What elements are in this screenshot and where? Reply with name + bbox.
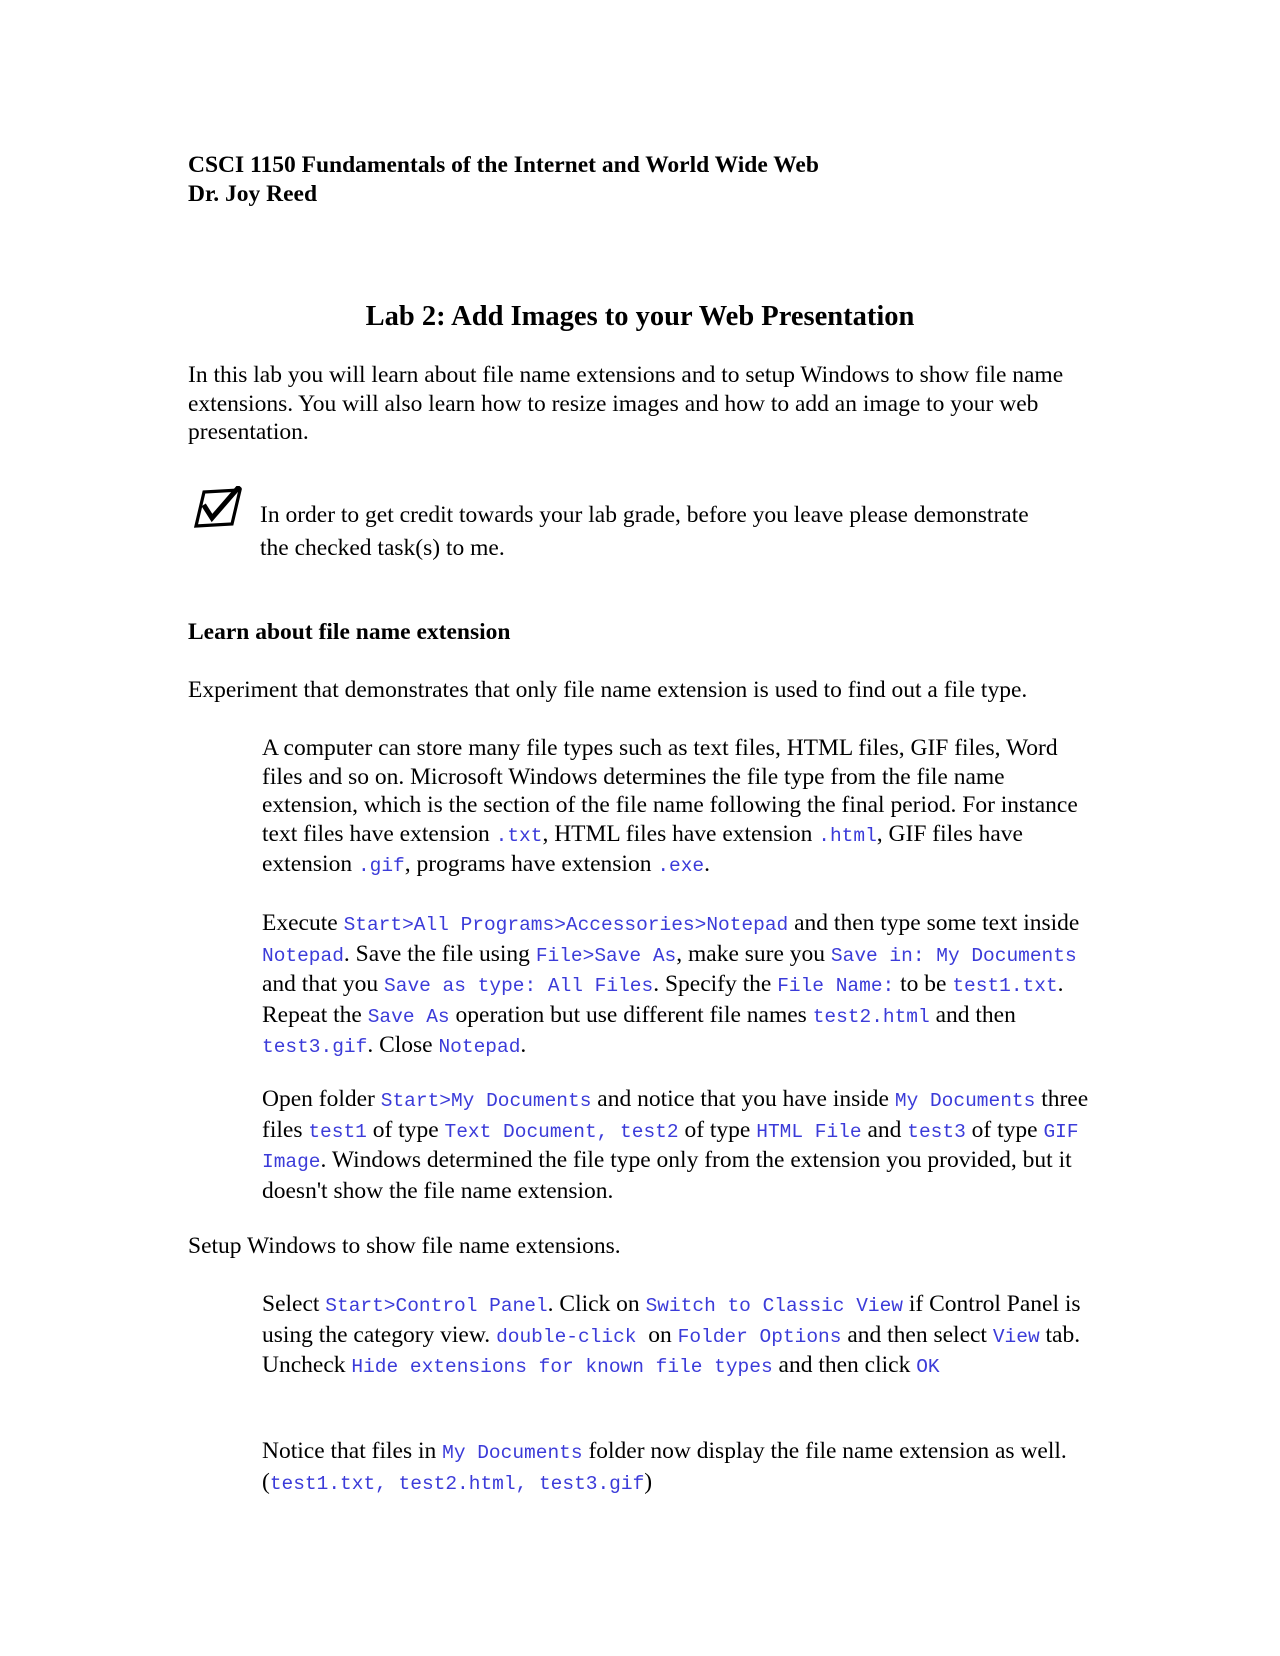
course-header xyxy=(188,151,819,209)
checkbox-icon xyxy=(192,486,242,528)
code-text: Start>All Programs>Accessories>Notepad xyxy=(343,914,789,936)
code-text: My Documents xyxy=(442,1442,583,1464)
code-text: Switch to Classic View xyxy=(645,1295,904,1317)
code-text: OK xyxy=(916,1356,940,1378)
code-text: Start>Control Panel xyxy=(325,1295,548,1317)
code-text: File>Save As xyxy=(535,944,677,967)
code-text: Start>My Documents xyxy=(380,1090,592,1112)
code-text: Save As xyxy=(367,1005,450,1028)
credit-note-line1: In order to get credit towards your lab grade, before you leave please demonstrate xyxy=(260,502,1029,528)
section2-lead: Setup Windows to show file name extensions. xyxy=(188,1233,621,1259)
code-text: test3 xyxy=(907,1120,966,1143)
instructor-name: Dr. Joy Reed xyxy=(188,181,318,207)
code-text: .exe xyxy=(657,855,705,877)
code-text: test1.txt, test2.html, test3.gif xyxy=(269,1472,645,1495)
control-panel-paragraph: Select Start>Control Panel. Click on Switch to Classic View if Control Panel is using the category view. double-click on Folder Options and then select View tab. Uncheck Hide extensions for known file types and then click OK xyxy=(262,1291,1081,1378)
code-text: test3.gif xyxy=(262,1036,368,1058)
code-text: Notepad xyxy=(262,944,344,967)
code-text: test2.html xyxy=(812,1005,930,1028)
code-text: Hide extensions for known file types xyxy=(351,1356,773,1378)
credit-note-line2: the checked task(s) to me. xyxy=(260,535,505,561)
file-types-paragraph: A computer can store many file types such as text files, HTML files, GIF files, Word files and so on. Microsoft Windows determines the file type from the file name extension, which is the section of the file name following the final period. For instance text files have extension .txt, HTML files have extension .html, GIF files have extension .gif, programs have extension .exe. xyxy=(262,735,1078,877)
course-title: CSCI 1150 Fundamentals of the Internet and World Wide Web xyxy=(188,152,819,178)
code-text: double-click xyxy=(496,1325,637,1348)
code-text: Notepad xyxy=(438,1036,521,1058)
notepad-paragraph: Execute Start>All Programs>Accessories>Notepad and then type some text inside Notepad. Save the file using File>Save As, make sure you Save in: My Documents and that you Save as type: All Files. Specify the File Name: to be test1.txt. Repeat the Save As operation but use different file names test2.html and then test3.gif. Close Notepad. xyxy=(262,910,1080,1058)
code-text: .gif xyxy=(357,855,405,877)
section-heading: Learn about file name extension xyxy=(188,619,511,645)
intro-paragraph: In this lab you will learn about file name extensions and to setup Windows to show file name extensions. You will also learn how to resize images and how to add an image to your web presentation. xyxy=(188,362,1064,445)
code-text: GIF Image xyxy=(262,1120,1079,1173)
code-text: HTML File xyxy=(756,1120,862,1143)
code-text: File Name: xyxy=(777,975,895,997)
code-text: View xyxy=(992,1325,1040,1348)
notice-paragraph: Notice that files in My Documents folder now display the file name extension as well. (test1.txt, test2.html, test3.gif) xyxy=(262,1438,1067,1495)
my-documents-paragraph: Open folder Start>My Documents and notice that you have inside My Documents three files test1 of type Text Document, test2 of type HTML File and test3 of type GIF Image. Windows determined the file type only from the extension you provided, but it doesn't show the file name extension. xyxy=(262,1086,1089,1204)
credit-note xyxy=(260,499,1029,565)
code-text: Save in: My Documents xyxy=(830,944,1077,967)
code-text: Save as type: All Files xyxy=(384,975,654,997)
code-text: test1.txt xyxy=(952,975,1058,997)
code-text: .html xyxy=(818,824,877,847)
code-text: test1 xyxy=(308,1120,367,1143)
section1-lead: Experiment that demonstrates that only file name extension is used to find out a file type. xyxy=(188,677,1028,703)
page-title: Lab 2: Add Images to your Web Presentation xyxy=(365,301,915,332)
code-text: My Documents xyxy=(894,1090,1036,1112)
code-text: Folder Options xyxy=(677,1325,842,1348)
code-text: .txt xyxy=(495,824,543,847)
code-text: Text Document, test2 xyxy=(444,1120,679,1143)
